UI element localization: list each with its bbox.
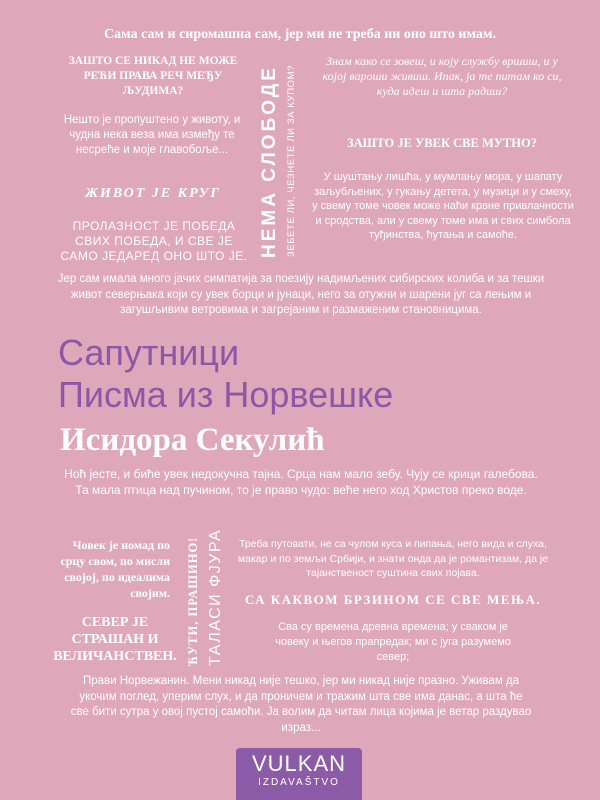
book-title-line-1: Сапутници [58,332,240,373]
quote-why-murky: ЗАШТО ЈЕ УВЕК СВЕ МУТНО? [347,136,537,150]
quote-no-freedom: НЕМА СЛОБОДЕ [259,65,280,258]
publisher-subtitle: IZDAVAŠTVO [258,777,340,788]
quote-speed: СА КАКВОМ БРЗИНОМ СЕ СВЕ МЕЊА. [244,592,542,607]
publisher-name: VULKAN [251,751,347,776]
quote-are-you-freezing: ЗЕБЕТЕ ЛИ, ЧЕЗНЕТЕ ЛИ ЗА КУПОМ? [286,64,297,258]
publisher-logo [236,748,362,800]
quote-life-circle: ЖИВОТ ЈЕ КРУГ [85,186,221,201]
quote-top-line: Сама сам и сиромашна сам, јер ми не треба ни оно што имам. [104,27,496,42]
quote-transience: ПРОЛАЗНОСТ ЈЕ ПОБЕДА СВИХ ПОБЕДА, И СВЕ ЈЕ САМО ЈЕДАРЕД ОНО ШТО ЈЕ. [60,219,248,263]
quote-north: СЕВЕР ЈЕ СТРАШАН И ВЕЛИЧАНСТВЕН. [53,615,177,664]
quote-travel: Треба путовати, не са чулом куса и пипања, него вида и слуха, макар и по земљи Србији, и знати онда да је романтизам, да је тајанственост суштина свих појава. [237,538,549,579]
quote-waves: ТАЛАСИ ФЈУРА [207,528,224,666]
quote-sympathy: Јер сам имала много јачих симпатија за поезију надимљених сибирских колиба и за тешки живот северњака који су увек борци и јунаци, него за отужни и шарени југ са лењим и загушљивим ветровима и загрејаним и размаженим становницима. [57,273,545,316]
quote-norwegian: Прави Норвежанин. Мени никад није тешко, јер ми никад није празно. Уживам да укочим поглед, уперим слух, и да проничем и тражим шта све има данас, а шта ће све бити сутра у овој пустој самоћи. Ја волим да читам лица којима је ветар раздувао израз... [70,675,532,734]
quote-missed: Нешто је пропуштено у животу, и чудна нека веза има између те несреће и моје главобоље... [63,114,241,156]
quote-rustle: У шуштању лишћа, у мумлању мора, у шапату заљубљених, у гукању детета, у музици и у смеху, у свему томе човек може наћи крвне привлачности и сродства, али у свему томе има и свих симбола туђинства, ћутања и самоће. [312,171,574,241]
quote-ancient: Сва су времена древна времена; у сваком је човеку и његов прапредак; ми с југа разумемо север; [275,621,511,663]
book-author: Исидора Секулић [60,422,325,458]
quote-hush: ЋУТИ, ПРАШИНО! [186,536,200,666]
quote-why-not-say: ЗАШТО СЕ НИКАД НЕ МОЖЕ РЕЋИ ПРАВА РЕЧ МЕЂУ ЉУДИМА? [68,55,238,97]
book-title-line-2: Писма из Норвешке [58,374,394,415]
quote-nomad: Човек је номад по срцу свом, по мисли својој, по идеалима својим. [60,538,170,600]
quote-i-know-name: Знам како се зовеш, и коју службу вршиш, и у којој вароши живиш. Ипак, ја те питам ко си, куда идеш и шта радиш? [322,54,562,98]
quote-night: Ноћ јесте, и биће увек недокучна тајна. Срца нам мало зебу. Чују се крици галебова. Та мала птица над пучином, то је право чудо: веће него ход Христов преко воде. [64,467,538,497]
